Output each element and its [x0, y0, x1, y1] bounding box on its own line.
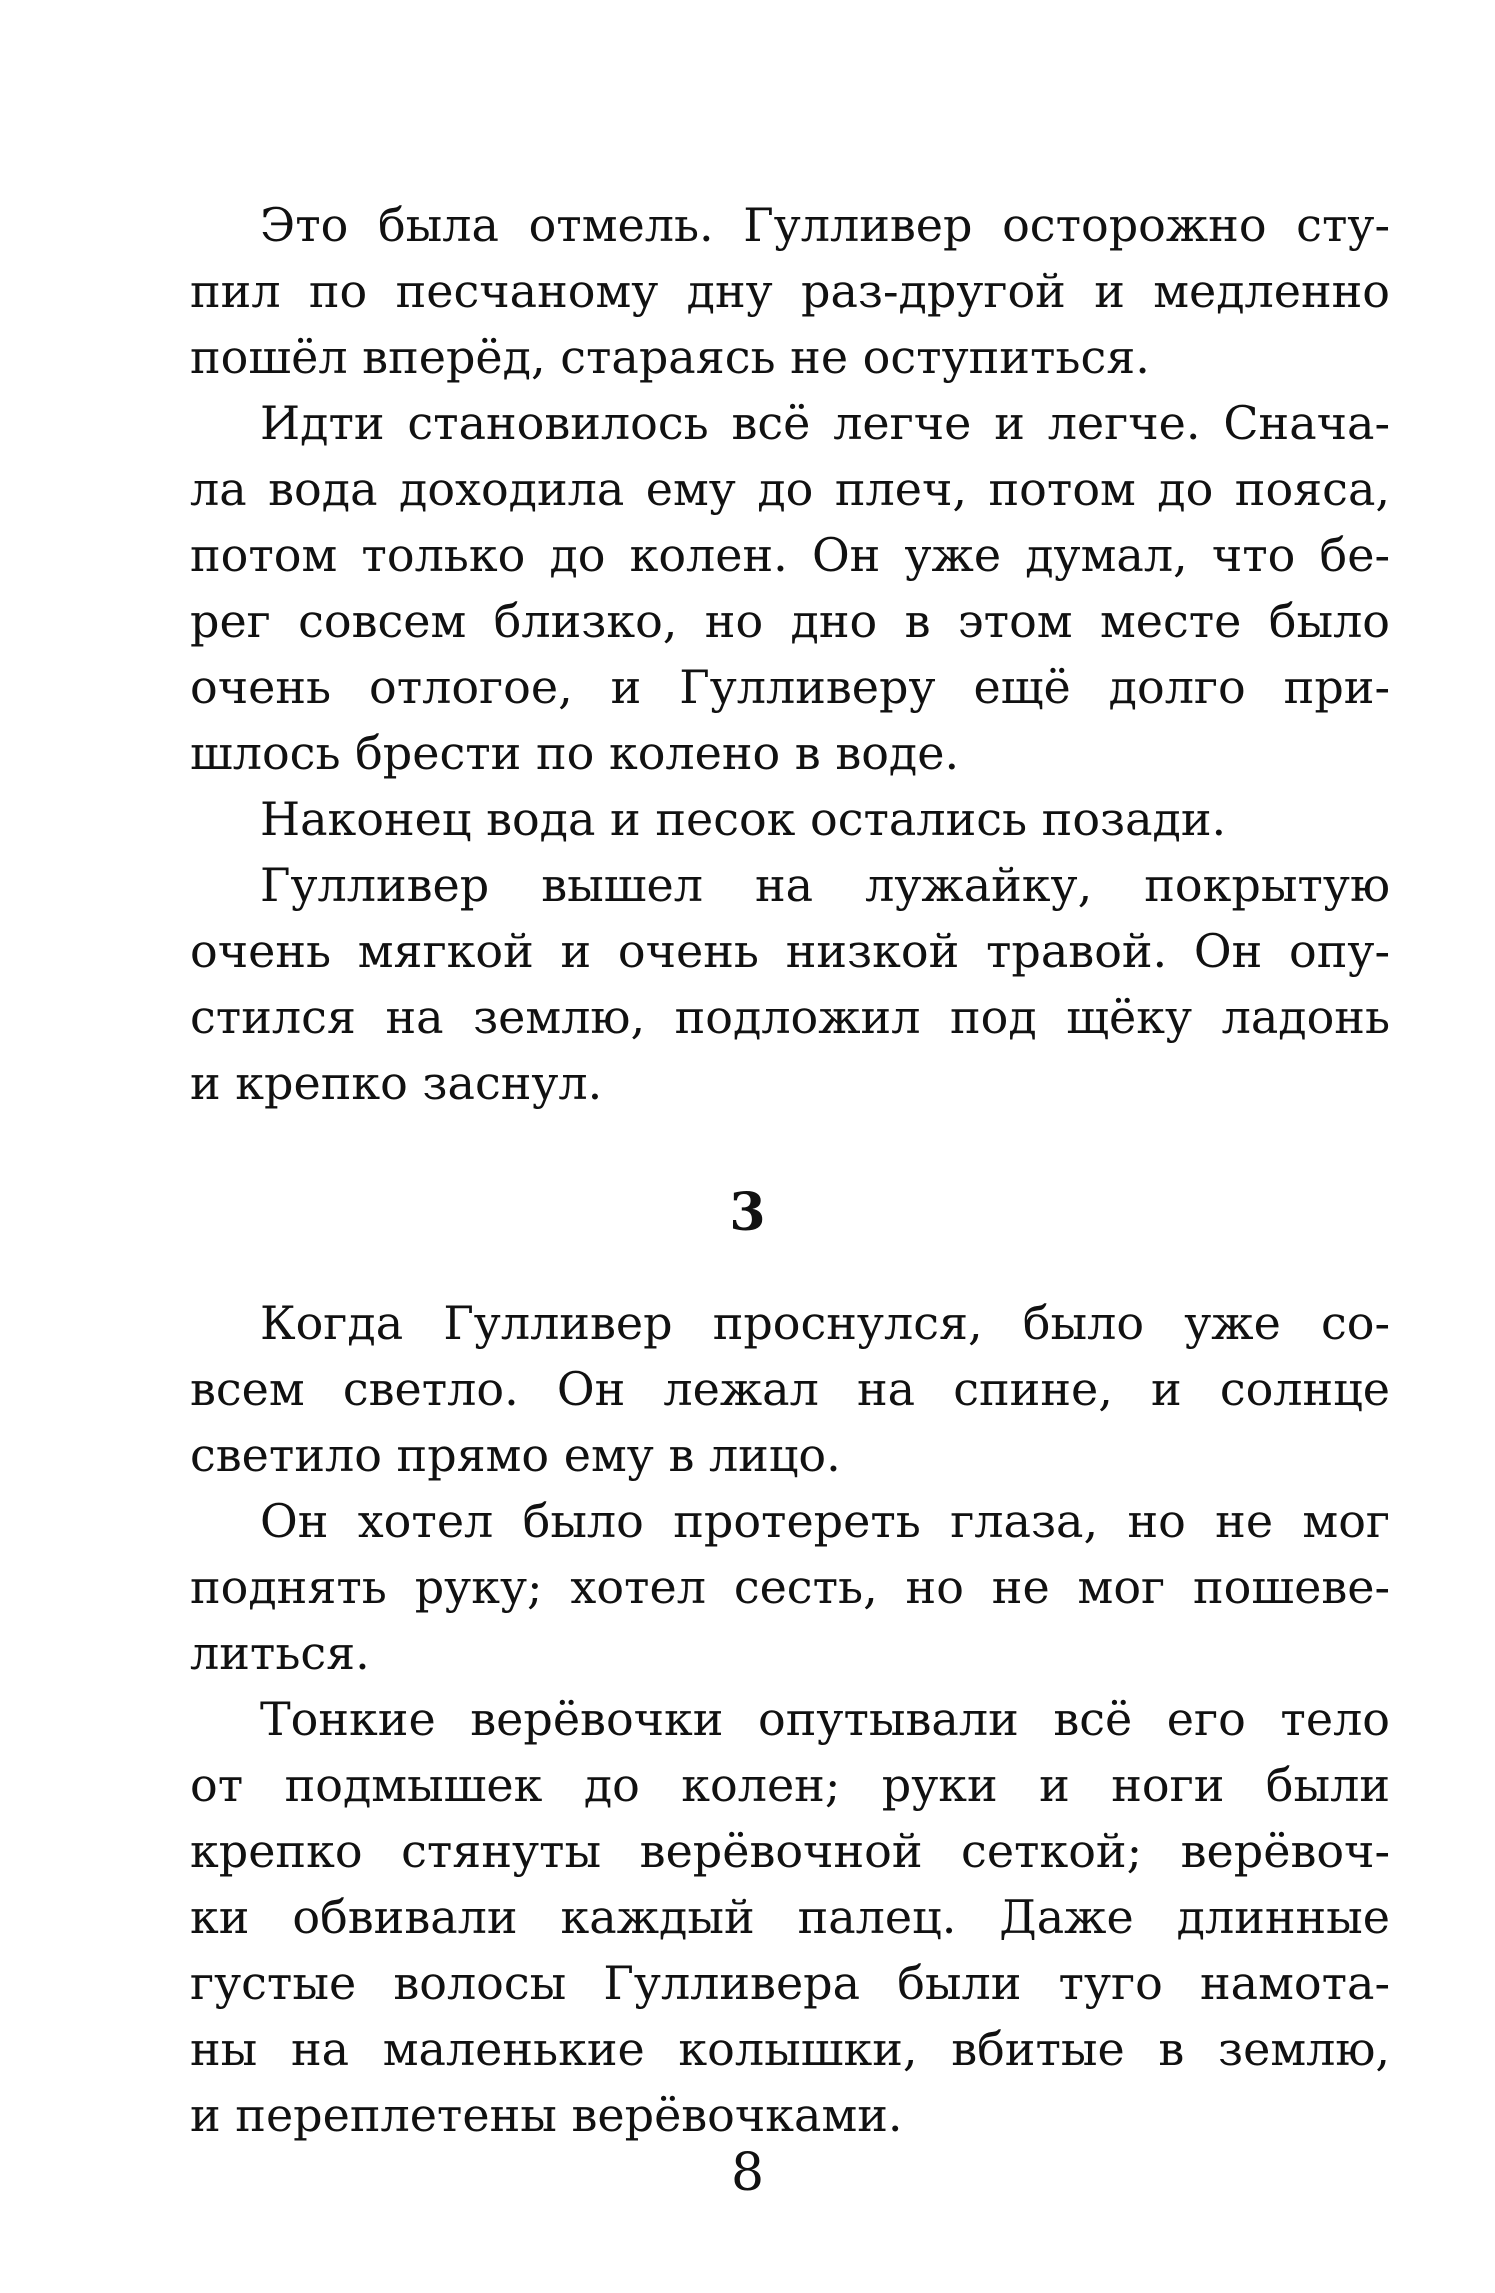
text-line: литься.	[190, 1626, 370, 1680]
text-line: всем светло. Он лежал на спине, и солнце	[190, 1362, 1390, 1416]
text-line: очень отлогое, и Гулливеру ещё долго при-	[190, 660, 1390, 714]
text-line: густые волосы Гулливера были туго намота-	[190, 1956, 1390, 2010]
text-line: светило прямо ему в лицо.	[190, 1428, 841, 1482]
text-line: Гулливер вышел на лужайку, покрытую	[260, 858, 1390, 912]
text-line: стился на землю, подложил под щёку ладонь	[190, 990, 1390, 1044]
text-line: от подмышек до колен; руки и ноги были	[190, 1758, 1390, 1812]
text-line: пошёл вперёд, стараясь не оступиться.	[190, 330, 1150, 384]
text-line: ны на маленькие колышки, вбитые в землю,	[190, 2022, 1390, 2076]
text-line: очень мягкой и очень низкой травой. Он опу-	[190, 924, 1390, 978]
text-line: ки обвивали каждый палец. Даже длинные	[190, 1890, 1390, 1944]
text-line: и крепко заснул.	[190, 1056, 603, 1110]
text-line: Когда Гулливер проснулся, было уже со-	[260, 1296, 1390, 1350]
text-line: шлось брести по колено в воде.	[190, 726, 960, 780]
text-line: Идти становилось всё легче и легче. Снача-	[260, 396, 1390, 450]
chapter-number: 3	[729, 1182, 766, 1243]
text-line: и переплетены верёвочками.	[190, 2088, 903, 2142]
text-line: пил по песчаному дну раз-другой и медленно	[190, 264, 1390, 318]
text-line: Это была отмель. Гулливер осторожно сту-	[260, 198, 1390, 252]
page-number: 8	[730, 2143, 765, 2203]
text-line: ла вода доходила ему до плеч, потом до пояса,	[190, 462, 1390, 516]
text-line: поднять руку; хотел сесть, но не мог пошеве-	[190, 1560, 1390, 1614]
text-line: Наконец вода и песок остались позади.	[260, 792, 1227, 846]
text-line: потом только до колен. Он уже думал, что бе-	[190, 528, 1390, 582]
text-line: Он хотел было протереть глаза, но не мог	[260, 1494, 1390, 1548]
text-line: Тонкие верёвочки опутывали всё его тело	[260, 1692, 1390, 1746]
text-line: рег совсем близко, но дно в этом месте было	[190, 594, 1390, 648]
text-line: крепко стянуты верёвочной сеткой; верёвоч-	[190, 1824, 1390, 1878]
